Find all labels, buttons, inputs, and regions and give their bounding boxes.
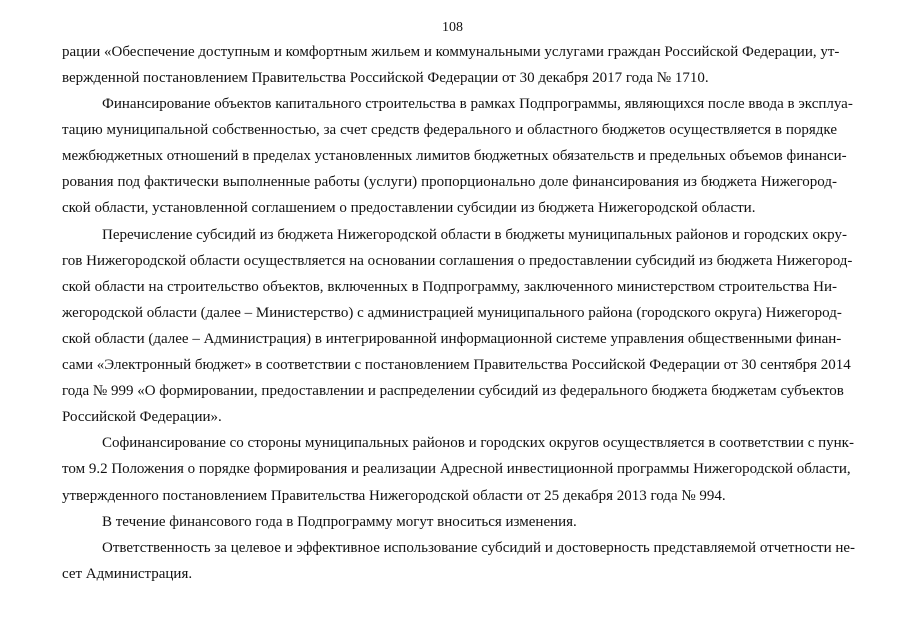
page-number: 108 — [442, 20, 463, 35]
paragraph-first-line: В течение финансового года в Подпрограмму могут вноситься изменения. — [102, 514, 577, 530]
text-line: сет Администрация. — [62, 566, 193, 582]
paragraph-first-line: Финансирование объектов капитального строительства в рамках Подпрограммы, являющихся после ввода в эксплуа- — [102, 96, 853, 112]
text-line: года № 999 «О формировании, предоставлении и распределении субсидий из федерального бюджета бюджетам субъектов — [62, 383, 844, 399]
text-line: ской области (далее – Администрация) в интегрированной информационной системе управления общественными финан- — [62, 331, 842, 347]
text-line: ской области на строительство объектов, включенных в Подпрограмму, заключенного министерством строительства Ни- — [62, 279, 837, 295]
paragraph-first-line: Перечисление субсидий из бюджета Нижегородской области в бюджеты муниципальных районов и городских окру- — [102, 227, 847, 243]
text-line: ской области, установленной соглашением о предоставлении субсидии из бюджета Нижегородской области. — [62, 200, 756, 216]
text-line: рования под фактически выполненные работы (услуги) пропорционально доле финансирования из бюджета Нижегород- — [62, 174, 837, 190]
text-line: том 9.2 Положения о порядке формирования и реализации Адресной инвестиционной программы Нижегородской области, — [62, 461, 851, 477]
paragraph-first-line: Ответственность за целевое и эффективное использование субсидий и достоверность представляемой отчетности не- — [102, 540, 856, 556]
text-line: утвержденного постановлением Правительства Нижегородской области от 25 декабря 2013 года № 994. — [62, 488, 726, 504]
text-line: межбюджетных отношений в пределах установленных лимитов бюджетных обязательств и предельных объемов финанси- — [62, 148, 847, 164]
text-line: гов Нижегородской области осуществляется на основании соглашения о предоставлении субсидий из бюджета Нижегород- — [62, 253, 853, 269]
text-line: тацию муниципальной собственностью, за счет средств федерального и областного бюджетов осуществляется в порядке — [62, 122, 837, 138]
text-line: Российской Федерации». — [62, 409, 222, 425]
text-line: рации «Обеспечение доступным и комфортным жильем и коммунальными услугами граждан Российской Федерации, ут- — [62, 44, 840, 60]
text-line: сами «Электронный бюджет» в соответствии с постановлением Правительства Российской Федерации от 30 сентября 2014 — [62, 357, 851, 373]
text-line: жегородской области (далее – Министерство) с администрацией муниципального района (городского округа) Нижегород- — [62, 305, 842, 321]
text-line: вержденной постановлением Правительства Российской Федерации от 30 декабря 2017 года № 1710. — [62, 70, 709, 86]
paragraph-first-line: Софинансирование со стороны муниципальных районов и городских округов осуществляется в соответствии с пунк- — [102, 435, 854, 451]
